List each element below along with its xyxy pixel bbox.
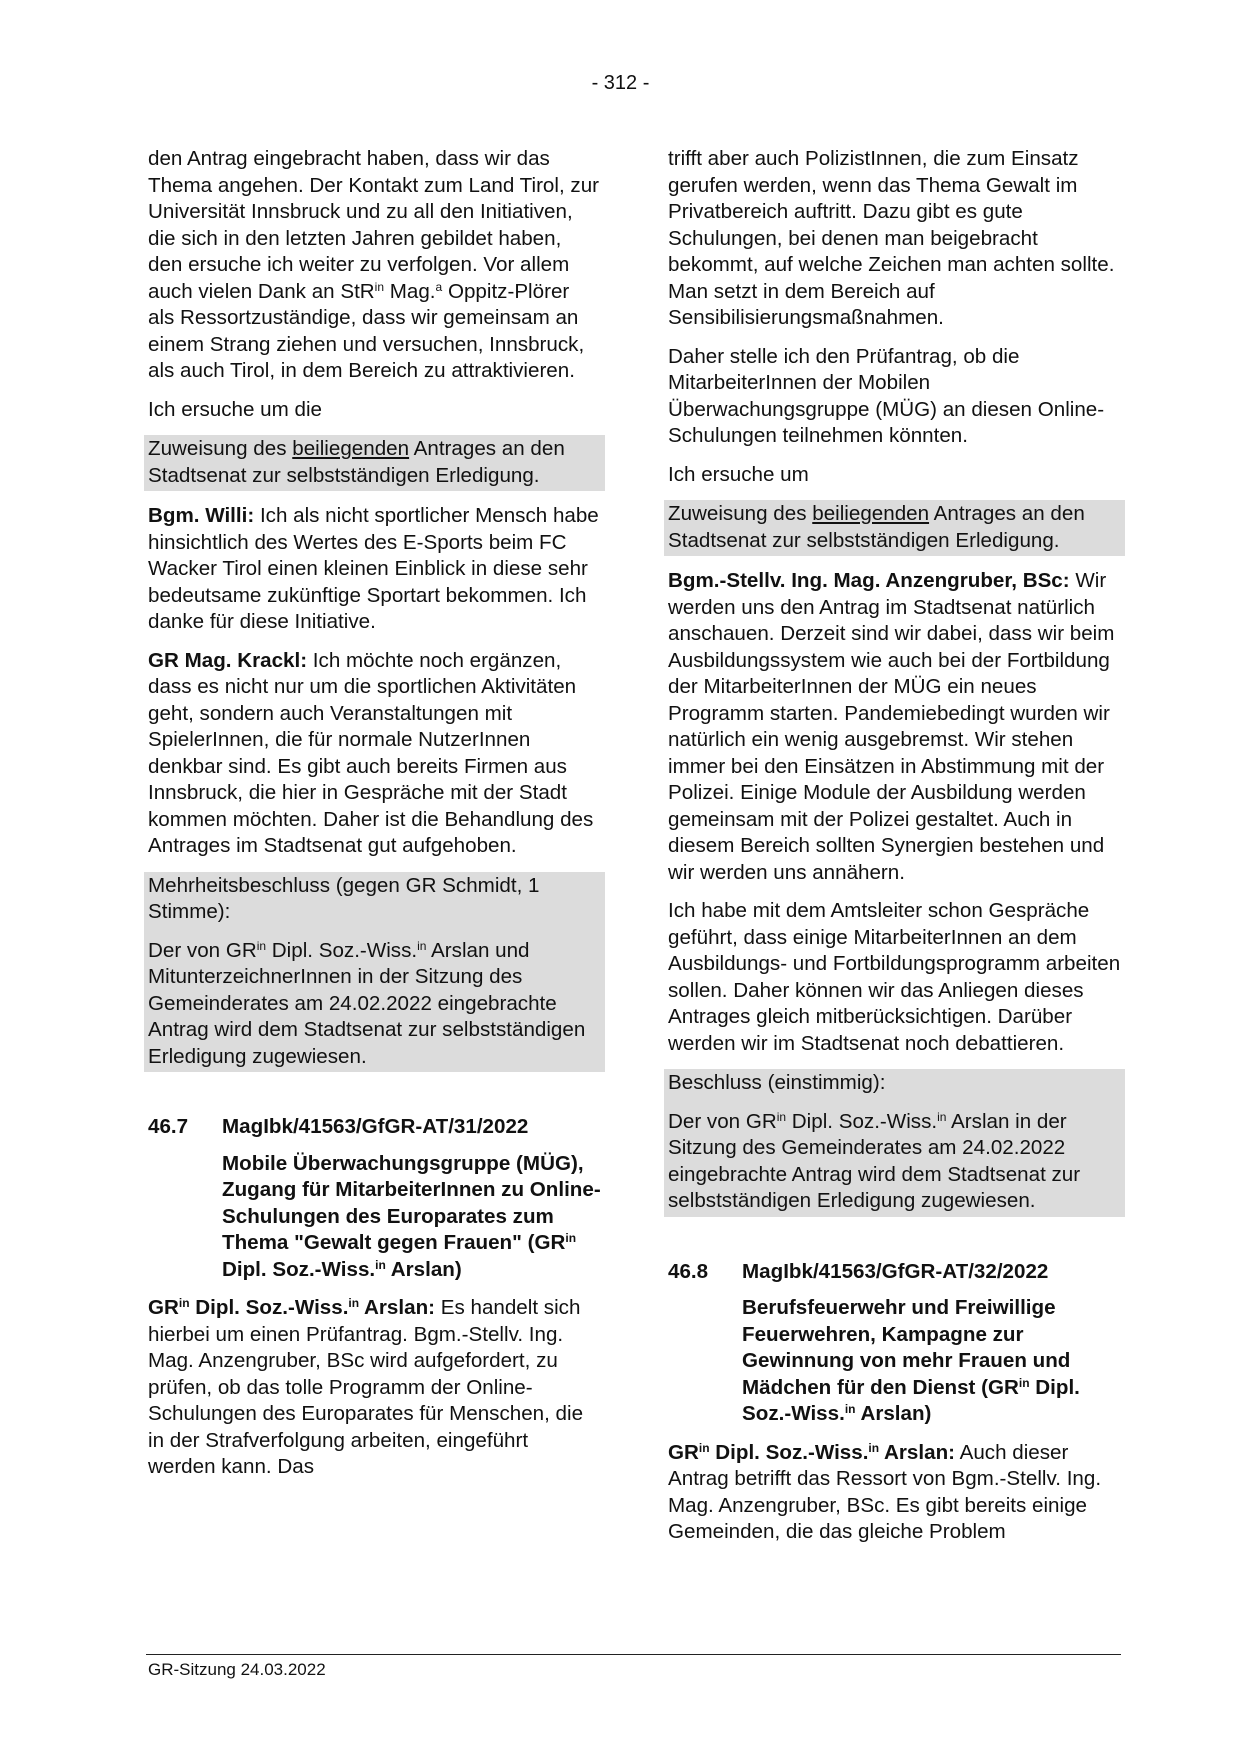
paragraph: Ich ersuche um die xyxy=(148,397,322,421)
highlight-box-resolution: Beschluss (einstimmig): Der von $GR^{in}$ Dipl. Soz.-Wiss.$^{in}$ Arslan in der Sitzung des Gemeinderates am 24.02.2022 eingebrachte Antrag wird dem Stadtsenat zur selbstständigen Erledigung zugewiesen. xyxy=(664,1069,1125,1217)
paragraph: Ich habe mit dem Amtsleiter schon Gespräche geführt, dass einige MitarbeiterInnen an dem Ausbildungs- und Fortbildungsprogramm arbeiten sollen. Daher können wir das Anliegen dieses Antrages gleich mitberücksichtigen. Darüber werden wir im Stadtsenat noch debattieren. xyxy=(668,899,1121,1055)
right-column xyxy=(668,146,1121,1558)
highlight-box-resolution: Mehrheitsbeschluss (gegen GR Schmidt, 1 Stimme): Der von $GR^{in}$ Dipl. Soz.-Wiss.$^{in}$ Arslan und MitunterzeichnerInnen in der Sitzung des Gemeinderates am 24.02.2022 eingebrachte Antrag wird dem Stadtsenat zur selbstständigen Erledigung zugewiesen. xyxy=(144,872,605,1073)
page-number: - 312 - xyxy=(591,72,650,94)
agenda-item-title: Berufsfeuerwehr und Freiwillige Feuerwehren, Kampagne zur Gewinnung von mehr Frauen und Mädchen für den Dienst ($GR^{in}$ Dipl. Soz.-Wiss.$^{in}$ Arslan) xyxy=(742,1296,1080,1425)
speech-willi: Bgm. Willi: Ich als nicht sportlicher Mensch habe hinsichtlich des Wertes des E-Sports beim FC Wacker Tirol einen kleinen Einblick in diese sehr bedeutsame zukünftige Sportart bekommen. Ich danke für diese Initiative. xyxy=(148,504,599,633)
paragraph: den Antrag eingebracht haben, dass wir das Thema angehen. Der Kontakt zum Land Tirol, zur Universität Innsbruck und zu all den Initiativen, die sich in den letzten Jahren gebildet haben, den ersuche ich weiter zu verfolgen. Vor allem auch vielen Dank an StR$^{in}$ Mag.$^a$ Oppitz-Plörer als Ressortzuständige, dass wir gemeinsam an einem Strang ziehen und versuchen, Innsbruck, als auch Tirol, in dem Bereich zu attraktivieren. xyxy=(148,147,600,382)
highlight-box-request: Zuweisung des beiliegenden Antrages an den Stadtsenat zur selbstständigen Erledigung. xyxy=(144,435,605,491)
speech-krackl: GR Mag. Krackl: Ich möchte noch ergänzen, dass es nicht nur um die sportlichen Aktivitäten geht, sondern auch Veranstaltungen mit SpielerInnen, die für normale NutzerInnen denkbar sind. Es gibt auch bereits Firmen aus Innsbruck, die hier in Gespräche mit der Stadt kommen möchten. Daher ist die Behandlung des Antrages im Stadtsenat gut aufgehoben. xyxy=(148,648,594,857)
speech-arslan: $GR^{in}$ Dipl. Soz.-Wiss.$^{in}$ Arslan: Auch dieser Antrag betrifft das Ressort von Bgm.-Stellv. Ing. Mag. Anzengruber, BSc. Es gibt bereits einige Gemeinden, die das gleiche Problem xyxy=(668,1440,1102,1543)
footer-divider xyxy=(146,1654,1121,1655)
agenda-item-title: Mobile Überwachungsgruppe (MÜG), Zugang für MitarbeiterInnen zu Online-Schulungen des Europarates zum Thema "Gewalt gegen Frauen" ($GR^{in}$ Dipl. Soz.-Wiss.$^{in}$ Arslan) xyxy=(222,1151,601,1281)
speech-arslan: $GR^{in}$ Dipl. Soz.-Wiss.$^{in}$ Arslan: Es handelt sich hierbei um einen Prüfantrag. Bgm.-Stellv. Ing. Mag. Anzengruber, BSc wird aufgefordert, zu prüfen, ob das tolle Programm der Online-Schulungen des Europarates für Menschen, die in der Strafverfolgung arbeiten, eingeführt werden kann. Das xyxy=(148,1296,584,1478)
left-column xyxy=(148,146,601,1493)
footer-text: GR-Sitzung 24.03.2022 xyxy=(148,1660,326,1679)
agenda-item-heading: 46.8 MagIbk/41563/GfGR-AT/32/2022 xyxy=(668,1259,1049,1283)
paragraph: Ich ersuche um xyxy=(668,462,809,486)
paragraph: trifft aber auch PolizistInnen, die zum Einsatz gerufen werden, wenn das Thema Gewalt im Privatbereich auftritt. Dazu gibt es gute Schulungen, bei denen man beigebracht bekommt, auf welche Zeichen man achten sollte. Man setzt in dem Bereich auf Sensibilisierungsmaßnahmen. xyxy=(668,147,1115,329)
highlight-box-request: Zuweisung des beiliegenden Antrages an den Stadtsenat zur selbstständigen Erledigung. xyxy=(664,500,1125,556)
agenda-item-heading: 46.7 MagIbk/41563/GfGR-AT/31/2022 xyxy=(148,1115,529,1138)
paragraph: Daher stelle ich den Prüfantrag, ob die MitarbeiterInnen der Mobilen Überwachungsgruppe (MÜG) an diesen Online-Schulungen teilnehmen könnten. xyxy=(668,344,1105,447)
speech-anzengruber: Bgm.-Stellv. Ing. Mag. Anzengruber, BSc: Wir werden uns den Antrag im Stadtsenat natürlich anschauen. Derzeit sind wir dabei, dass wir beim Ausbildungssystem wie auch bei der Fortbildung der MitarbeiterInnen der MÜG ein neues Programm starten. Pandemiebedingt wurden wir natürlich ein wenig ausgebremst. Wir stehen immer bei den Einsätzen in Abstimmung mit der Polizei. Einige Module der Ausbildung werden gemeinsam mit der Polizei gestaltet. Auch in diesem Bereich sollten Synergien bestehen und wir werden uns annähern. xyxy=(668,569,1115,884)
